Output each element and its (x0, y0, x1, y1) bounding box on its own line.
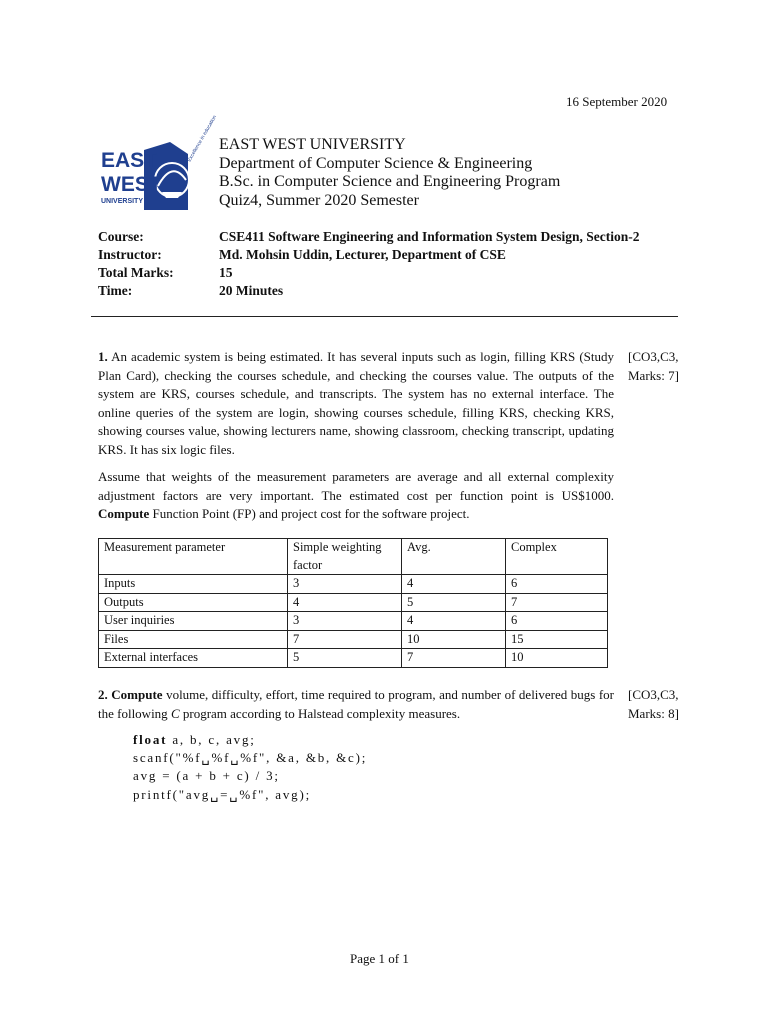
table-cell: Outputs (99, 593, 288, 612)
logo-text-university: UNIVERSITY (101, 198, 144, 205)
program-name: B.Sc. in Computer Science and Engineering Program (219, 173, 561, 190)
course-info (98, 228, 640, 300)
code-line: scanf("%f␣%f␣%f", &a, &b, &c); (133, 750, 368, 766)
code-line (133, 731, 367, 749)
code-keyword: float (133, 732, 168, 747)
instructions-text-end: Function Point (FP) and project cost for the software project. (152, 506, 470, 522)
exam-header (219, 136, 560, 210)
table-cell: External interfaces (99, 649, 288, 668)
info-label: Course: (98, 229, 144, 244)
question-1-instructions (98, 468, 614, 524)
question-1-marks (628, 348, 679, 385)
code-listing (133, 731, 367, 804)
table-cell: 6 (506, 575, 608, 594)
measurement-table (98, 538, 608, 668)
question-2-body: volume, difficulty, effort, time required to program, and number of delivered bugs for the following (98, 687, 615, 721)
table-header: Measurement parameter (99, 539, 288, 575)
logo-motto: Excellence in education (186, 114, 219, 163)
info-row-time (98, 282, 640, 300)
marks-line: Marks: 8] (628, 705, 679, 721)
university-logo (100, 114, 219, 212)
table-cell: 10 (506, 649, 608, 668)
table-cell: 6 (506, 612, 608, 631)
university-name: EAST WEST UNIVERSITY (219, 136, 406, 153)
table-header: Complex (506, 539, 608, 575)
table-cell: 5 (402, 593, 506, 612)
info-row-instructor (98, 246, 640, 264)
department-name: Department of Computer Science & Engineering (219, 154, 533, 172)
logo-text-west: WEST (101, 173, 162, 196)
info-label: Total Marks: (98, 265, 174, 280)
question-1-body: An academic system is being estimated. It has several inputs such as login, filling KRS (Study Plan Card), checking the courses schedule, and checking the courses value. The outputs of the system are KRS, courses schedule, and transcripts. The system has no external interface. The online queries of the system are login, showing courses schedule, filling KRS, checking KRS, showing courses value, showing lecturers name, showing classroom, checking transcript, updating KRS. It has six logic files. (98, 349, 614, 457)
question-2-marks (628, 686, 679, 723)
question-2-number: 2. (98, 687, 108, 702)
header-divider (91, 316, 678, 317)
table-cell: 3 (288, 612, 402, 631)
language-name: C (170, 705, 180, 721)
table-cell: 7 (506, 593, 608, 612)
marks-line: [CO3,C3, (628, 349, 679, 364)
table-row (99, 612, 608, 631)
code-text: a, b, c, avg; (167, 732, 256, 747)
code-line: printf("avg␣=␣%f", avg); (133, 786, 311, 802)
info-value: CSE411 Software Engineering and Information System Design, Section-2 (219, 229, 640, 244)
info-value: 15 (219, 265, 233, 280)
table-cell: Files (99, 630, 288, 649)
marks-line: [CO3,C3, (628, 687, 679, 702)
table-row (99, 593, 608, 612)
table-row (99, 630, 608, 649)
table-header: Avg. (402, 539, 506, 575)
info-row-course (98, 228, 640, 246)
question-1-number: 1. (98, 349, 108, 364)
table-cell: 4 (288, 593, 402, 612)
table-cell: 7 (402, 649, 506, 668)
table-cell: 3 (288, 575, 402, 594)
table-cell: User inquiries (99, 612, 288, 631)
question-1-text (98, 348, 614, 460)
exam-name: Quiz4, Summer 2020 Semester (219, 191, 419, 209)
table-cell: Inputs (99, 575, 288, 594)
info-value: Md. Mohsin Uddin, Lecturer, Department of CSE (219, 247, 506, 262)
table-cell: 5 (288, 649, 402, 668)
marks-line: Marks: 7] (628, 367, 679, 383)
info-value: 20 Minutes (219, 283, 284, 298)
instructions-text: Assume that weights of the measurement parameters are average and all external complexity adjustment factors are very important. The estimated cost per function point is US$1000. (98, 469, 614, 503)
info-label: Time: (98, 283, 133, 298)
compute-keyword: Compute (98, 506, 150, 522)
info-row-marks (98, 264, 640, 282)
table-cell: 4 (402, 612, 506, 631)
compute-keyword: Compute (111, 687, 163, 702)
logo-text-east: EAST (101, 149, 158, 172)
question-2-body-end: program according to Halstead complexity measures. (182, 705, 461, 721)
table-cell: 7 (288, 630, 402, 649)
table-cell: 10 (402, 630, 506, 649)
table-cell: 4 (402, 575, 506, 594)
info-label: Instructor: (98, 247, 162, 262)
table-header: Simple weighting factor (288, 539, 402, 575)
logo-graphic (100, 114, 219, 212)
code-line: avg = (a + b + c) / 3; (133, 768, 280, 784)
page-footer: Page 1 of 1 (350, 951, 409, 966)
question-2-text (98, 686, 614, 723)
table-cell: 15 (506, 630, 608, 649)
exam-date: 16 September 2020 (566, 94, 668, 109)
table-row (99, 575, 608, 594)
table-row (99, 649, 608, 668)
table-header-row (99, 539, 608, 575)
